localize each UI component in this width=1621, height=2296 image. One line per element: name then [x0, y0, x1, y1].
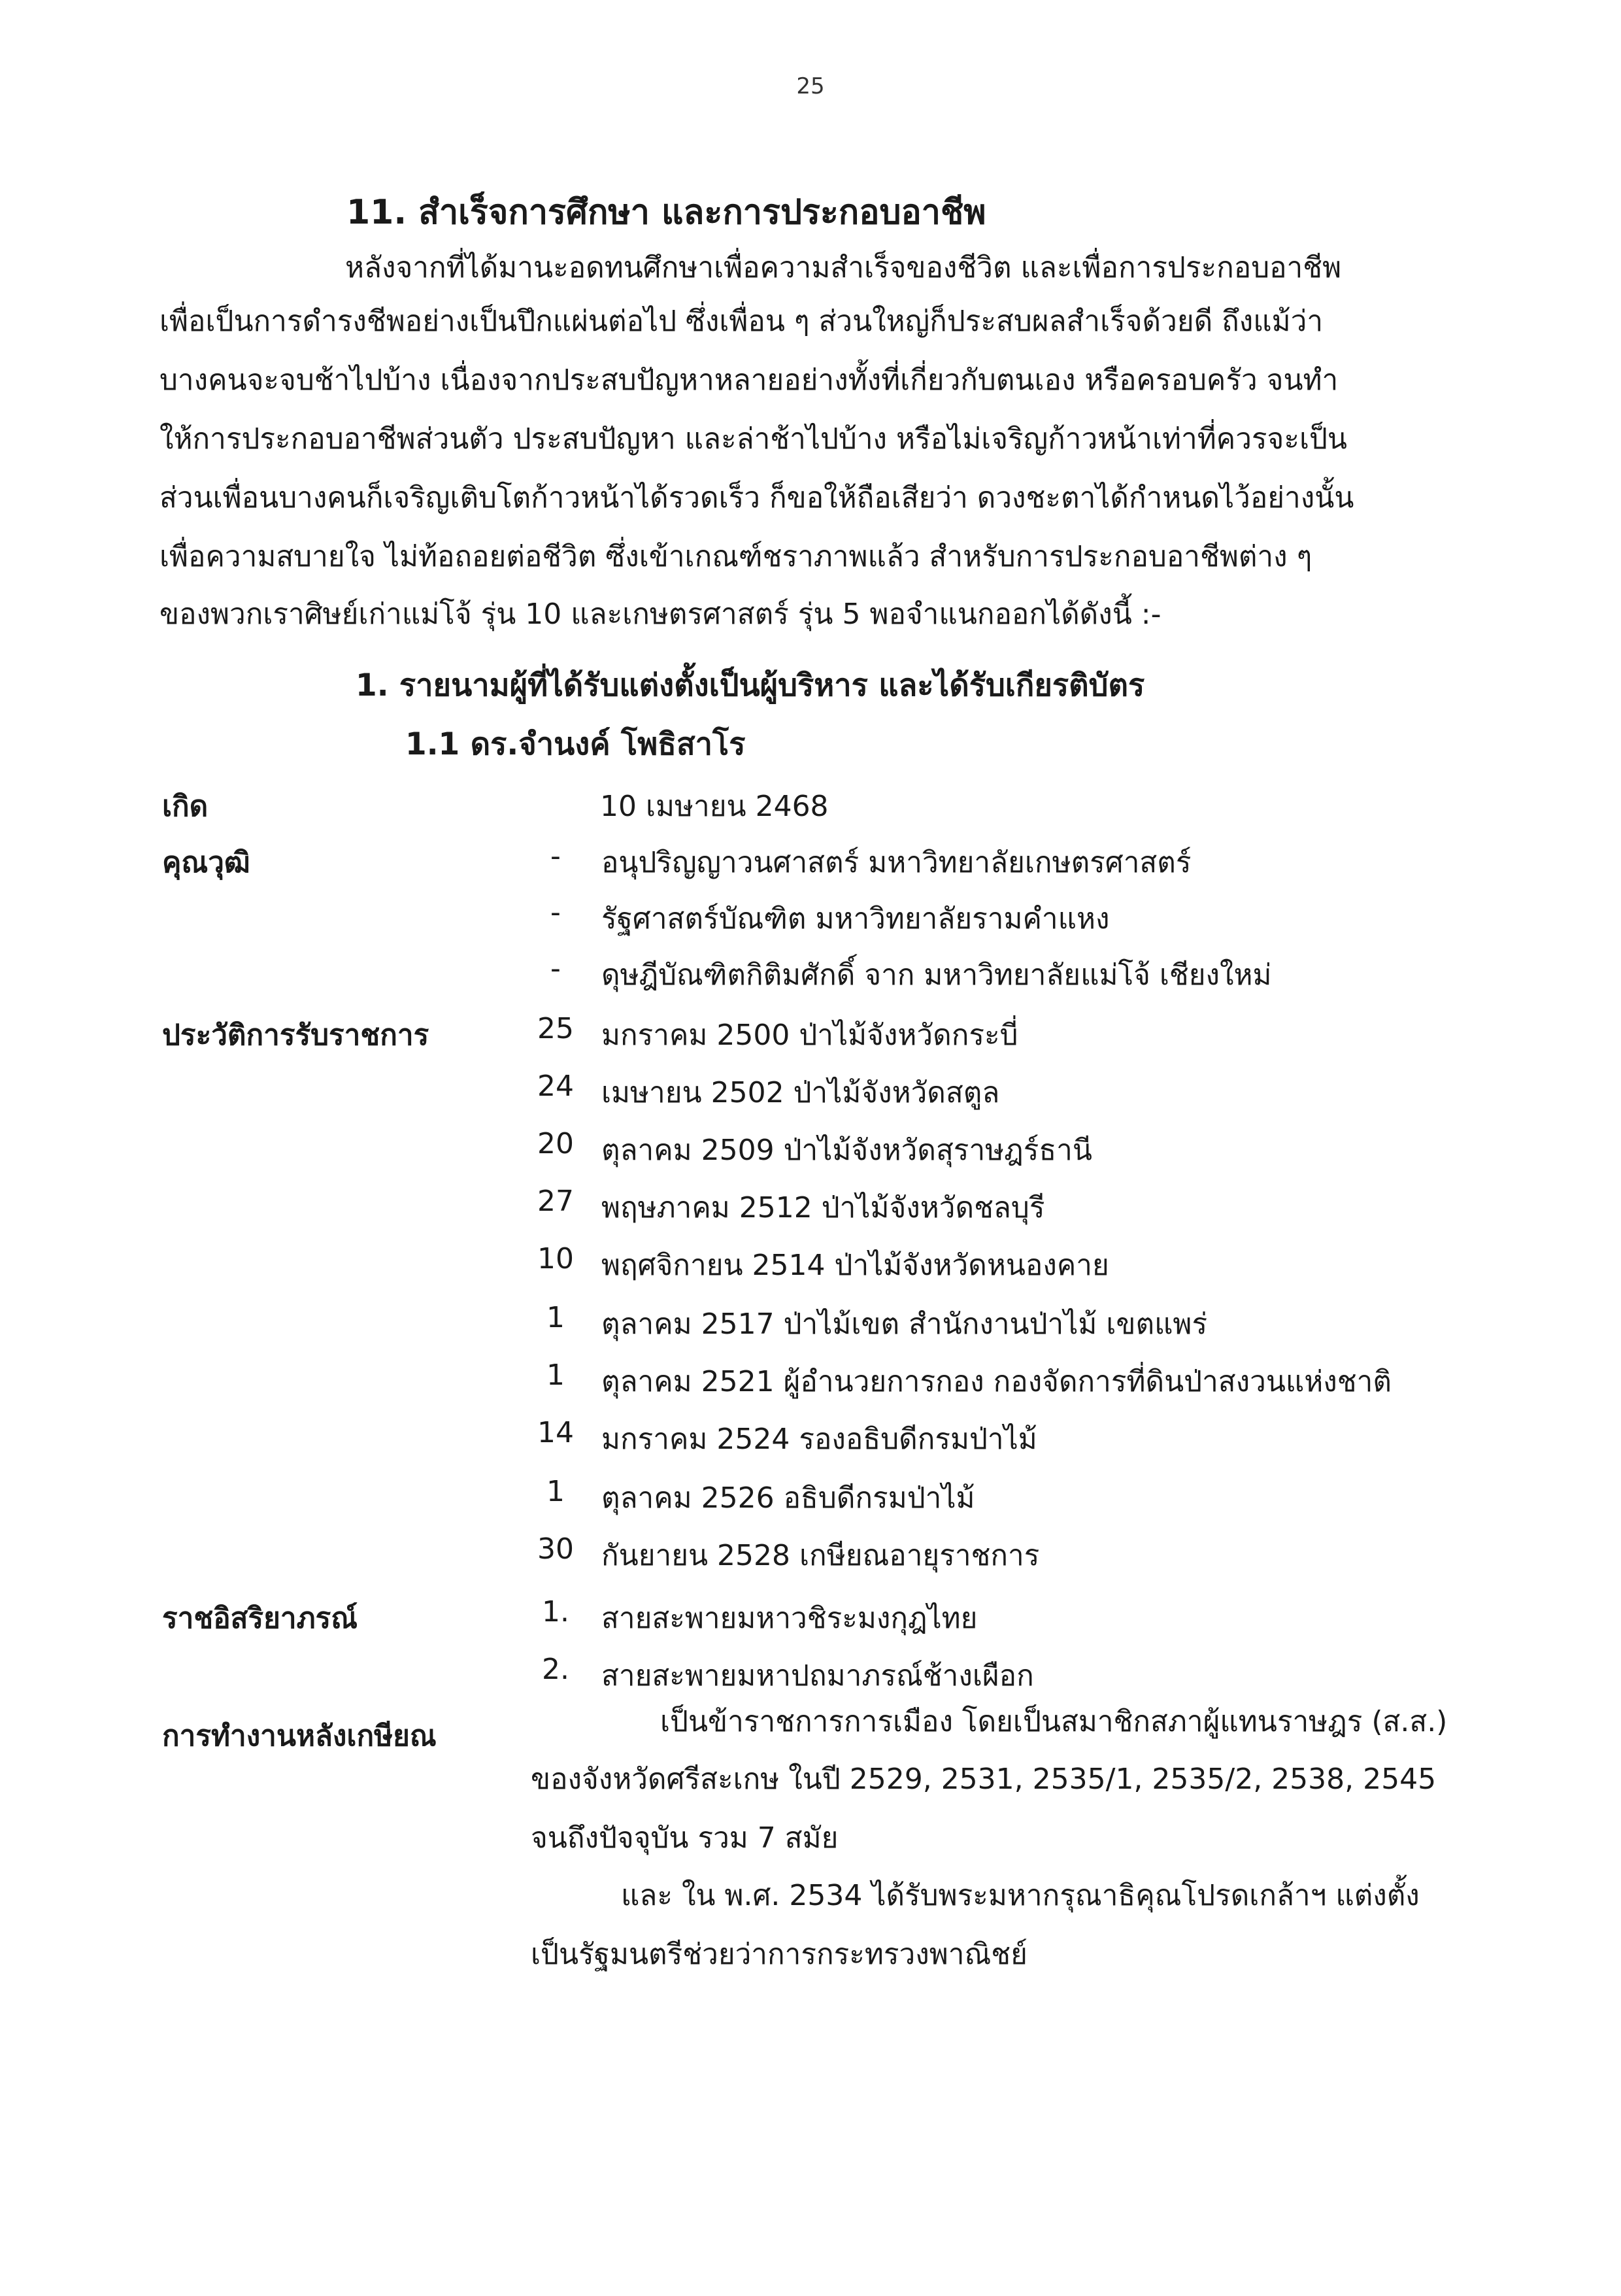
intro-line: หลังจากที่ได้มานะอดทนศึกษาเพื่อความสำเร็จของชีวิต และเพื่อการประกอบอาชีพ: [345, 251, 1342, 284]
post-retirement-label: การทำงานหลังเกษียณ: [162, 1719, 437, 1753]
post-retirement-line: เป็นรัฐมนตรีช่วยว่าการกระทรวงพาณิชย์: [531, 1938, 1028, 1971]
career-row: [0, 1475, 1621, 1521]
career-label: ประวัติการรับราชการ: [162, 1019, 429, 1052]
qualification-marker: -: [550, 896, 561, 929]
career-text: กันยายน 2528 เกษียณอายุราชการ: [601, 1539, 1040, 1572]
career-row: [0, 1416, 1621, 1462]
career-day: 1: [546, 1475, 565, 1508]
intro-line: ของพวกเราศิษย์เก่าแม่โจ้ รุ่น 10 และเกษตรศาสตร์ รุ่น 5 พอจำแนกออกได้ดังนี้ :-: [159, 598, 1161, 631]
born-row: [0, 783, 1621, 829]
career-text: พฤษภาคม 2512 ป่าไม้จังหวัดชลบุรี: [601, 1191, 1045, 1224]
intro-line: บางคนจะจบช้าไปบ้าง เนื่องจากประสบปัญหาหลายอย่างทั้งที่เกี่ยวกับตนเอง หรือครอบครัว จนทำ: [159, 363, 1339, 397]
qualification-text: ดุษฎีบัณฑิตกิติมศักดิ์ จาก มหาวิทยาลัยแม่โจ้ เชียงใหม่: [601, 958, 1272, 992]
qualification-text: อนุปริญญาวนศาสตร์ มหาวิทยาลัยเกษตรศาสตร์: [601, 846, 1192, 879]
career-day: 1: [546, 1359, 565, 1392]
decorations-label: ราชอิสริยาภรณ์: [162, 1602, 358, 1635]
career-day: 10: [537, 1242, 574, 1275]
career-day: 30: [537, 1532, 574, 1566]
career-text: ตุลาคม 2509 ป่าไม้จังหวัดสุราษฎร์ธานี: [601, 1134, 1092, 1167]
qualification-label: คุณวุฒิ: [162, 846, 250, 879]
career-row: [0, 1359, 1621, 1404]
career-day: 27: [537, 1185, 574, 1218]
career-row: [0, 1242, 1621, 1288]
post-retirement-line: ของจังหวัดศรีสะเกษ ในปี 2529, 2531, 2535/1, 2535/2, 2538, 2545: [531, 1763, 1437, 1796]
decoration-marker: 1.: [542, 1595, 569, 1629]
career-text: ตุลาคม 2526 อธิบดีกรมป่าไม้: [601, 1481, 975, 1515]
career-text: ตุลาคม 2521 ผู้อำนวยการกอง กองจัดการที่ดินป่าสงวนแห่งชาติ: [601, 1365, 1392, 1398]
career-text: มกราคม 2524 รองอธิบดีกรมป่าไม้: [601, 1423, 1037, 1456]
decorations-row: [0, 1653, 1621, 1698]
section-title: 11. สำเร็จการศึกษา และการประกอบอาชีพ: [346, 193, 986, 232]
intro-line: เพื่อเป็นการดำรงชีพอย่างเป็นปึกแผ่นต่อไป ซึ่งเพื่อน ๆ ส่วนใหญ่ก็ประสบผลสำเร็จด้วยดี ถึงแม้ว่า: [159, 305, 1324, 338]
qualification-row: [0, 896, 1621, 941]
career-text: มกราคม 2500 ป่าไม้จังหวัดกระบี่: [601, 1019, 1018, 1052]
heading-1: 1. รายนามผู้ที่ได้รับแต่งตั้งเป็นผู้บริหาร และได้รับเกียรติบัตร: [356, 667, 1145, 703]
career-day: 20: [537, 1127, 574, 1160]
decoration-marker: 2.: [542, 1653, 569, 1686]
career-text: ตุลาคม 2517 ป่าไม้เขต สำนักงานป่าไม้ เขตแพร่: [601, 1308, 1208, 1341]
post-retirement-line: และ ใน พ.ศ. 2534 ได้รับพระมหากรุณาธิคุณโปรดเกล้าฯ แต่งตั้ง: [621, 1879, 1420, 1912]
career-row: [0, 1012, 1621, 1058]
career-row: [0, 1127, 1621, 1173]
career-row: [0, 1185, 1621, 1230]
post-retirement-line: จนถึงปัจจุบัน รวม 7 สมัย: [531, 1821, 839, 1855]
career-row: [0, 1301, 1621, 1347]
decoration-text: สายสะพายมหาปถมาภรณ์ช้างเผือก: [601, 1659, 1034, 1693]
intro-line: ให้การประกอบอาชีพส่วนตัว ประสบปัญหา และล่าช้าไปบ้าง หรือไม่เจริญก้าวหน้าเท่าที่ควรจะเป็น: [159, 422, 1347, 456]
qualification-text: รัฐศาสตร์บัณฑิต มหาวิทยาลัยรามคำแหง: [601, 902, 1110, 936]
career-day: 25: [537, 1012, 574, 1045]
qualification-row: [0, 952, 1621, 998]
decoration-text: สายสะพายมหาวชิระมงกุฎไทย: [601, 1602, 978, 1635]
intro-line: เพื่อความสบายใจ ไม่ท้อถอยต่อชีวิต ซึ่งเข้าเกณฑ์ชราภาพแล้ว สำหรับการประกอบอาชีพต่าง ๆ: [159, 540, 1312, 573]
qualification-marker: -: [550, 952, 561, 985]
career-row: [0, 1070, 1621, 1115]
qualification-marker: -: [550, 839, 561, 873]
career-row: [0, 1532, 1621, 1578]
intro-line: ส่วนเพื่อนบางคนก็เจริญเติบโตก้าวหน้าได้รวดเร็ว ก็ขอให้ถือเสียว่า ดวงชะตาได้กำหนดไว้อย่างนั้น: [159, 481, 1354, 515]
career-text: เมษายน 2502 ป่าไม้จังหวัดสตูล: [601, 1076, 1000, 1109]
career-day: 1: [546, 1301, 565, 1334]
career-text: พฤศจิกายน 2514 ป่าไม้จังหวัดหนองคาย: [601, 1249, 1109, 1282]
born-label: เกิด: [162, 790, 209, 823]
career-day: 14: [537, 1416, 574, 1449]
qualification-row: [0, 839, 1621, 885]
born-value: 10 เมษายน 2468: [600, 790, 829, 823]
career-day: 24: [537, 1070, 574, 1103]
page-number: 25: [796, 73, 825, 99]
heading-1-1: 1.1 ดร.จำนงค์ โพธิสาโร: [405, 726, 746, 762]
post-retirement-line: เป็นข้าราชการการเมือง โดยเป็นสมาชิกสภาผู้แทนราษฎร (ส.ส.): [660, 1705, 1448, 1738]
decorations-row: [0, 1595, 1621, 1641]
